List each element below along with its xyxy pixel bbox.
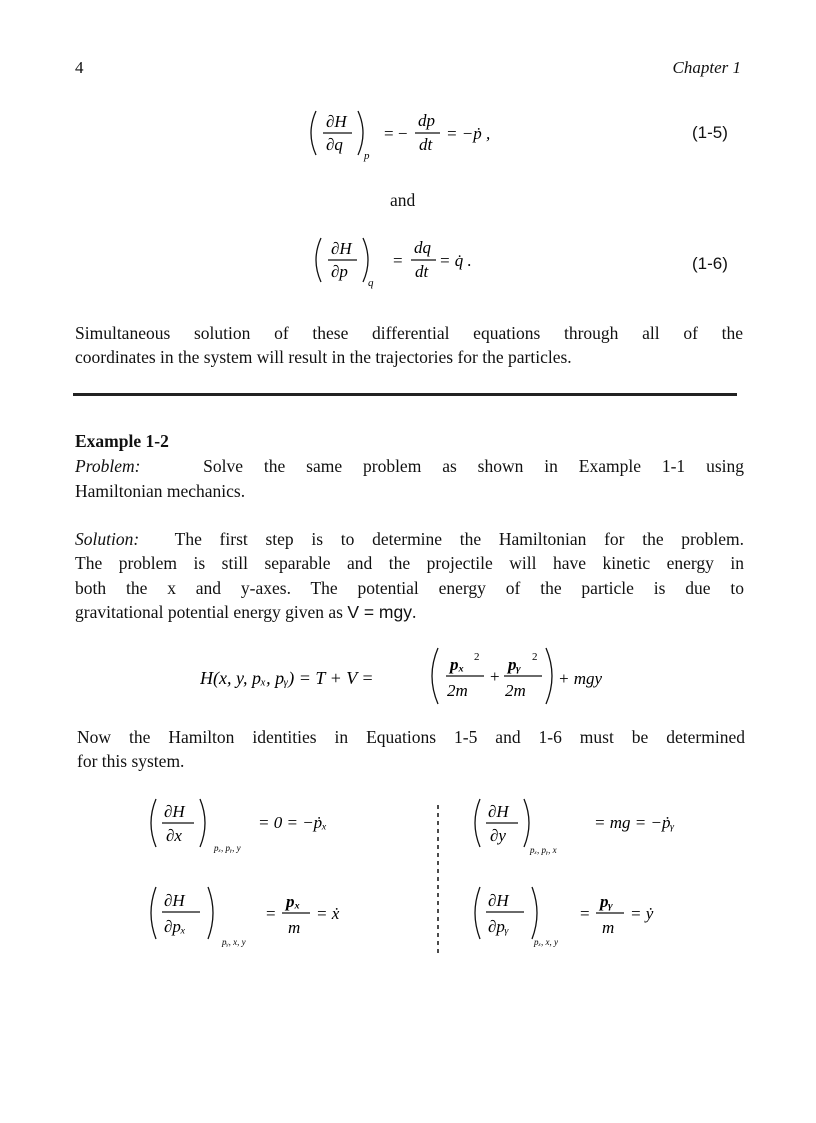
hamilton-identities bbox=[140, 795, 700, 960]
id3-rhs-pre: = bbox=[266, 904, 276, 923]
id1-sub: pₓ, pᵧ, y bbox=[214, 843, 241, 853]
solution-text-1: The first step is to determine the Hamiltonian for the problem. bbox=[174, 529, 745, 549]
solution-text-4: gravitational potential energy given as bbox=[75, 602, 343, 622]
eq15-pre-sign: = − bbox=[384, 124, 408, 143]
solution-eq-vmgy: V = mgy bbox=[347, 602, 412, 622]
hamiltonian-py-sq: 2 bbox=[532, 651, 538, 663]
id4-rhs-post: = ẏ bbox=[630, 904, 654, 923]
eq16-rhs: = q̇ . bbox=[439, 251, 472, 270]
eq15-rhs: = −ṗ , bbox=[446, 124, 491, 143]
chapter-label: Chapter 1 bbox=[672, 58, 741, 77]
eq16-mid-num: dq bbox=[414, 238, 431, 257]
hamiltonian-py: pᵧ bbox=[508, 655, 521, 674]
hamiltonian-equation bbox=[200, 640, 640, 712]
id2-den: ∂y bbox=[490, 826, 506, 845]
id2-rhs: = mg = −ṗᵧ bbox=[594, 813, 675, 832]
eq16-lhs-sub: q bbox=[368, 277, 374, 289]
id3-sub: pᵧ, x, y bbox=[222, 937, 246, 947]
id3-num: ∂H bbox=[164, 891, 185, 910]
id2-num: ∂H bbox=[488, 802, 509, 821]
hamiltonian-px: pₓ bbox=[450, 655, 465, 674]
id4-num: ∂H bbox=[488, 891, 509, 910]
hamiltonian-den-2: 2m bbox=[505, 681, 526, 700]
problem-label: Problem: bbox=[75, 456, 141, 476]
eq16-pre-sign: = bbox=[393, 251, 403, 270]
eq15-mid-num: dp bbox=[418, 111, 435, 130]
id4-den: ∂pᵧ bbox=[488, 917, 509, 936]
solution-line-3: both the x and y-axes. The potential energy of the particle is due to bbox=[75, 578, 744, 598]
eq16-lhs-den: ∂p bbox=[331, 262, 348, 281]
equation-1-6 bbox=[305, 232, 545, 292]
equation-1-5 bbox=[300, 105, 540, 165]
id1-den: ∂x bbox=[166, 826, 182, 845]
eq16-mid-den: dt bbox=[415, 262, 429, 281]
solution-label: Solution: bbox=[75, 529, 140, 549]
solution-line-4 bbox=[75, 600, 416, 624]
identity-dh-dx bbox=[151, 799, 327, 853]
id3-rhs-den: m bbox=[288, 918, 301, 937]
id3-den: ∂pₓ bbox=[164, 917, 186, 936]
and-connector: and bbox=[390, 190, 416, 210]
solution-line-2: The problem is still separable and the projectile will have kinetic energy in bbox=[75, 553, 744, 573]
id4-rhs-den: m bbox=[602, 918, 615, 937]
paragraph-2-line-1: Now the Hamilton identities in Equations 1-5 and 1-6 must be determined bbox=[77, 727, 745, 747]
identity-dh-dy bbox=[475, 799, 674, 855]
hamiltonian-lhs: H(x, y, pₓ, pᵧ) = T + V = bbox=[200, 668, 374, 688]
id1-num: ∂H bbox=[164, 802, 185, 821]
problem-line-1 bbox=[75, 454, 744, 478]
identity-dh-dpy bbox=[475, 887, 654, 947]
id4-rhs-pre: = bbox=[580, 904, 590, 923]
hamiltonian-den-1: 2m bbox=[447, 681, 468, 700]
problem-line-2: Hamiltonian mechanics. bbox=[75, 481, 246, 501]
section-divider bbox=[73, 393, 737, 396]
paragraph-1-line-1: Simultaneous solution of these differential equations through all of the bbox=[75, 323, 743, 343]
solution-period: . bbox=[412, 602, 417, 622]
identity-dh-dpx bbox=[151, 887, 340, 947]
example-title: Example 1-2 bbox=[75, 431, 169, 451]
eq15-lhs-num: ∂H bbox=[326, 112, 347, 131]
hamiltonian-px-sq: 2 bbox=[474, 651, 480, 663]
id2-sub: pₓ, pᵧ, x bbox=[530, 845, 557, 855]
eq15-lhs-den: ∂q bbox=[326, 135, 343, 154]
eq16-lhs-num: ∂H bbox=[331, 239, 352, 258]
problem-text-1: Solve the same problem as shown in Example 1-1 using bbox=[203, 456, 744, 476]
id1-rhs: = 0 = −ṗₓ bbox=[258, 813, 327, 832]
id4-sub: pₓ, x, y bbox=[534, 937, 559, 947]
paragraph-2-line-2: for this system. bbox=[77, 751, 185, 771]
hamiltonian-tail: + mgy bbox=[558, 669, 603, 688]
solution-line-1 bbox=[75, 527, 744, 551]
eq-number-1-5: (1-5) bbox=[692, 123, 728, 142]
eq15-lhs-sub: p bbox=[364, 150, 370, 162]
paragraph-1-line-2: coordinates in the system will result in the trajectories for the particles. bbox=[75, 347, 572, 367]
eq-number-1-6: (1-6) bbox=[692, 254, 728, 273]
id4-rhs-num: pᵧ bbox=[600, 892, 613, 911]
page-number: 4 bbox=[75, 58, 84, 77]
eq15-mid-den: dt bbox=[419, 135, 433, 154]
hamiltonian-plus: + bbox=[490, 667, 500, 686]
id3-rhs-post: = ẋ bbox=[316, 904, 340, 923]
id3-rhs-num: pₓ bbox=[286, 892, 301, 911]
